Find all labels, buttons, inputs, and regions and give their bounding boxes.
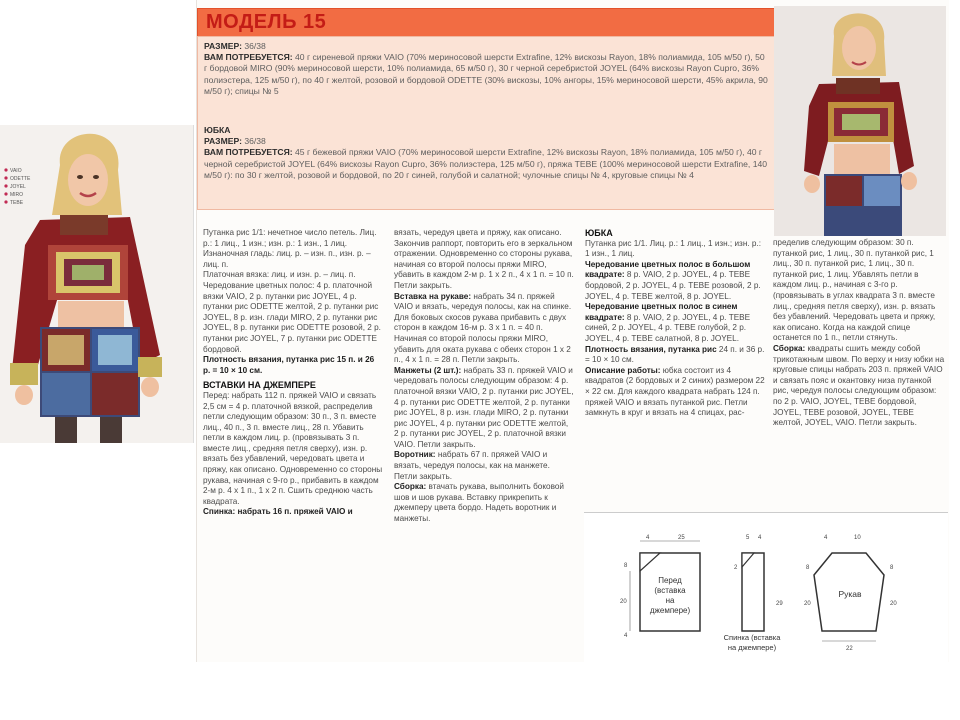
dimension: 4: [646, 535, 650, 541]
front-label: Перед: [658, 576, 682, 585]
dimension: 2: [734, 565, 738, 571]
materials-text: 40 г сиреневой пряжи VAIO (70% мериносовой шерсти Extrafine, 12% вискозы Rayon, 18% полиамида, 105 м/50 г), 50 г бордовой MIRO (90% мериносовой шерсти, 10% полиамида, 65 м/50 г), 30 г черной серебристой JOYEL (64% вискозы Rayon Cupro, 36% полиэстера, 125 м/50 г), по 40 г желтой, розовой и бордовой ODETTE (30% вискозы, 10% ангоры, 15% мериносовой шерсти, 45% акрила, 90 м/50 г); спицы № 5: [204, 52, 768, 96]
paragraph: Спинка: набрать 16 п. пряжей VAIO и: [203, 507, 353, 517]
front-piece-diagram: [620, 535, 700, 639]
skirt-size-label: РАЗМЕР:: [204, 136, 242, 147]
section-heading: ЮБКА: [585, 228, 613, 238]
skirt-spec: [204, 125, 770, 181]
back-label: на джемпере): [727, 643, 777, 652]
paragraph: набрать 67 п. пряжей VAIO и вязать, чередуя полосы, как на манжете. Петли закрыть.: [394, 450, 550, 481]
sub-heading: Сборка:: [394, 482, 427, 492]
paragraph: 8 р. VAIO, 2 р. JOYEL, 4 р. TEBE синей, 2 р. JOYEL, 4 р. TEBE голубой, 2 р. JOYEL, 4 р. TEBE салатной, 8 р. JOYEL.: [585, 312, 751, 343]
dimension: 25: [678, 535, 685, 541]
front-label: джемпере): [649, 606, 691, 615]
dimension: 10: [854, 535, 861, 541]
materials-box: [197, 36, 775, 210]
pattern-page: [196, 0, 949, 662]
jumper-spec: [204, 41, 770, 97]
model-title: МОДЕЛЬ 15: [206, 11, 327, 33]
model-header: [197, 8, 775, 38]
paragraph: Перед: набрать 112 п. пряжей VAIO и связать 2,5 см = 4 р. платочной вязкой, распределив петли следующим образом: 30 п., 3 п. вместе лиц., 40 п., 3 п. вместе лиц., 28 п. Убавить петли в каждом лиц. р. (провязывать 3 п. вместе лиц., средняя петля сверху), изн. р. вязать без убавлений, чередовать цвета и пряжу, как описано. Одновременно со стороны рукава, начиная с 9-го р., прибавить в каждом 2-м р. 4 х 1 п., 1 х 2 п. Сшить среднюю часть квадрата.: [203, 390, 383, 506]
text-column-1: [203, 228, 383, 518]
dimension: 8: [806, 565, 810, 571]
size-value: 36/38: [244, 41, 266, 51]
paragraph: юбка состоит из 4 квадратов (2 бордовых и 2 синих) размером 22 × 22 см. Для каждого квадрата набрать 124 п. пряжей VAIO и вязать путанкой рис. Петли замкнуть в круг и вязать на 4 спицах, рас-: [585, 365, 765, 418]
paragraph: 24 п. и 36 р. = 10 × 10 см.: [585, 344, 765, 365]
skirt-materials-label: ВАМ ПОТРЕБУЕТСЯ:: [204, 147, 293, 158]
paragraph: вязать, чередуя цвета и пряжу, как описано. Закончив раппорт, повторить его в зеркальном отражении. Одновременно со стороны рукава, начиная со второй полосы пряжи MIRO, убавить в каждом 2-м р. 1 х 2 п., 4 х 1 п. = 10 п. Петли закрыть.: [394, 228, 574, 290]
legend-item: MIRO: [10, 192, 24, 198]
model-photo-left: [0, 125, 194, 443]
dimension: 20: [890, 601, 897, 607]
dimension: 20: [620, 599, 627, 605]
sub-heading: Плотность вязания, путанка рис: [585, 344, 717, 354]
paragraph: втачать рукава, выполнить боковой шов и шов рукава. Вставку прикрепить к джемперу цвета бордо. Надеть воротник и манжеты.: [394, 482, 564, 524]
paragraph: набрать 34 п. пряжей VAIO и вязать, чередуя полосы, как на спинке. Для боковых скосов рукава прибавить с двух сторон в каждом 16-м р. 3 х 1 п. = 40 п. Начиная со второй полосы пряжи MIRO, убавить для оката рукава с обеих сторон 1 х 2 п., 4 х 1 п. = 28 п. Петли закрыть.: [394, 291, 572, 365]
dimension: 8: [624, 563, 628, 569]
dimension: 22: [846, 646, 853, 652]
sub-heading: Чередование цветных полос в синем квадрате:: [585, 302, 738, 322]
sub-heading: Сборка:: [773, 343, 806, 353]
dimension: 20: [804, 601, 811, 607]
paragraph: Путанка рис 1/1: нечетное число петель. Лиц. р.: 1 лиц., 1 изн.; изн. р.: 1 изн., 1 лиц.: [203, 228, 377, 248]
text-column-3: [585, 228, 765, 419]
materials-label: ВАМ ПОТРЕБУЕТСЯ:: [204, 52, 293, 63]
skirt-materials-text: 45 г бежевой пряжи VAIO (70% мериносовой шерсти Extrafine, 12% вискозы Rayon, 18% полиамида, 105 м/50 г), 40 г черной серебристой JOYEL (64% вискозы Rayon Cupro, 36% полиэстера, 125 м/50 г), пряжа TEBE (100% мериносовой шерсти Extrafine, 140 м/50 г): по 30 г желтой, розовой и бордовой, по 20 г синей, голубой и салатной; чулочные спицы № 4, круговые спицы № 4: [204, 147, 768, 180]
front-label: (вставка: [654, 586, 686, 595]
dimension: 29: [776, 601, 783, 607]
paragraph: Чередование цветных полос: 4 р. платочной вязки VAIO, 2 р. путанки рис JOYEL, 4 р. путанки рис ODETTE желтой, 2 р. путанки рис JOYEL, 8 р. изн. глади MIRO, 2 р. путанки рис JOYEL, 8 р. путанки рис ODETTE розовой, 2 р. путанки рис JOYEL, 7 р. путанки рис ODETTE бордовой.: [203, 280, 381, 354]
sub-heading: Чередование цветных полос в большом квадрате:: [585, 259, 751, 280]
legend-item: TEBE: [10, 200, 24, 206]
sub-heading: Вставка на рукаве:: [394, 291, 472, 301]
paragraph: пределив следующим образом: 30 п. путанкой рис, 1 лиц., 30 п. путанкой рис, 1 лиц., 30 п. путанкой рис, 1 лиц., 30 п. путанкой рис, 1 лиц. Убавлять петли в каждом лиц. р., начиная с 3-го р. (провязывать в углах квадрата 3 п. вместе лиц., средняя петля сверху), изн. р. вязать без убавлений. Чередовать цвета и пряжу, как описано. Когда на каждой спице останется по 1 п., петли стянуть.: [773, 238, 936, 343]
back-piece-diagram: [724, 535, 784, 652]
sub-heading: Манжеты (2 шт.):: [394, 365, 462, 375]
paragraph: Путанка рис 1/1. Лиц. р.: 1 лиц., 1 изн.; изн. р.: 1 изн., 1 лиц.: [585, 238, 761, 259]
dimension: 5: [746, 535, 750, 541]
pattern-schematic: [584, 512, 948, 663]
paragraph: набрать 33 п. пряжей VAIO и чередовать полосы следующим образом: 4 р. платочной вязки VAIO, 2 р. путанки рис JOYEL, 4 р. путанки рис ODETTE желтой, 2 р. путанки рис JOYEL, 8 р. изн. глади MIRO, 2 р. путанки рис JOYEL, 4 р. путанки рис ODETTE желтой, 2 р. путанки рис JOYEL, 2 р. платочной вязки VAIO. Петли закрыть.: [394, 365, 574, 449]
dimension: 8: [890, 565, 894, 571]
legend-item: ODETTE: [10, 176, 31, 182]
dimension: 4: [824, 535, 828, 541]
paragraph: 8 р. VAIO, 2 р. JOYEL, 4 р. TEBE бордовой, 2 р. JOYEL, 4 р. TEBE розовой, 2 р. JOYEL, 4 р. TEBE желтой, 8 р. JOYEL.: [585, 270, 761, 301]
dimension: 4: [624, 633, 628, 639]
sub-heading: Описание работы:: [585, 365, 661, 375]
paragraph: Изнаночная гладь: лиц. р. – изн. п., изн. р. – лиц. п.: [203, 249, 371, 269]
skirt-heading: ЮБКА: [204, 125, 231, 135]
model-photo-right: [774, 6, 946, 236]
text-column-4: [773, 238, 945, 429]
paragraph: Плотность вязания, путанка рис 15 п. и 26 р. = 10 × 10 см.: [203, 355, 375, 375]
legend-item: VAIO: [10, 168, 22, 174]
size-label: РАЗМЕР:: [204, 41, 242, 51]
sleeve-diagram: [804, 535, 897, 652]
back-label: Спинка (вставка: [723, 633, 781, 642]
text-column-2: [394, 228, 574, 525]
front-label: на: [665, 596, 675, 605]
legend-item: JOYEL: [10, 184, 26, 190]
dimension: 4: [758, 535, 762, 541]
sub-heading: Воротник:: [394, 450, 436, 460]
section-heading: ВСТАВКИ НА ДЖЕМПЕРЕ: [203, 380, 316, 391]
paragraph: квадраты сшить между собой трикотажным швом. По верху и низу юбки на круговые спицы набрать 203 п. пряжей VAIO и связать пояс и окантовку низа путанкой рис, чередуя полосы следующим образом: по 2 р. VAIO, JOYEL, TEBE бордовой, JOYEL, TEBE розовой, JOYEL, TEBE желтой, JOYEL, VAIO. Петли закрыть.: [773, 343, 945, 428]
paragraph: Платочная вязка: лиц. и изн. р. – лиц. п.: [203, 270, 356, 280]
sleeve-label: Рукав: [838, 589, 862, 599]
skirt-size-value: 36/38: [244, 136, 266, 147]
